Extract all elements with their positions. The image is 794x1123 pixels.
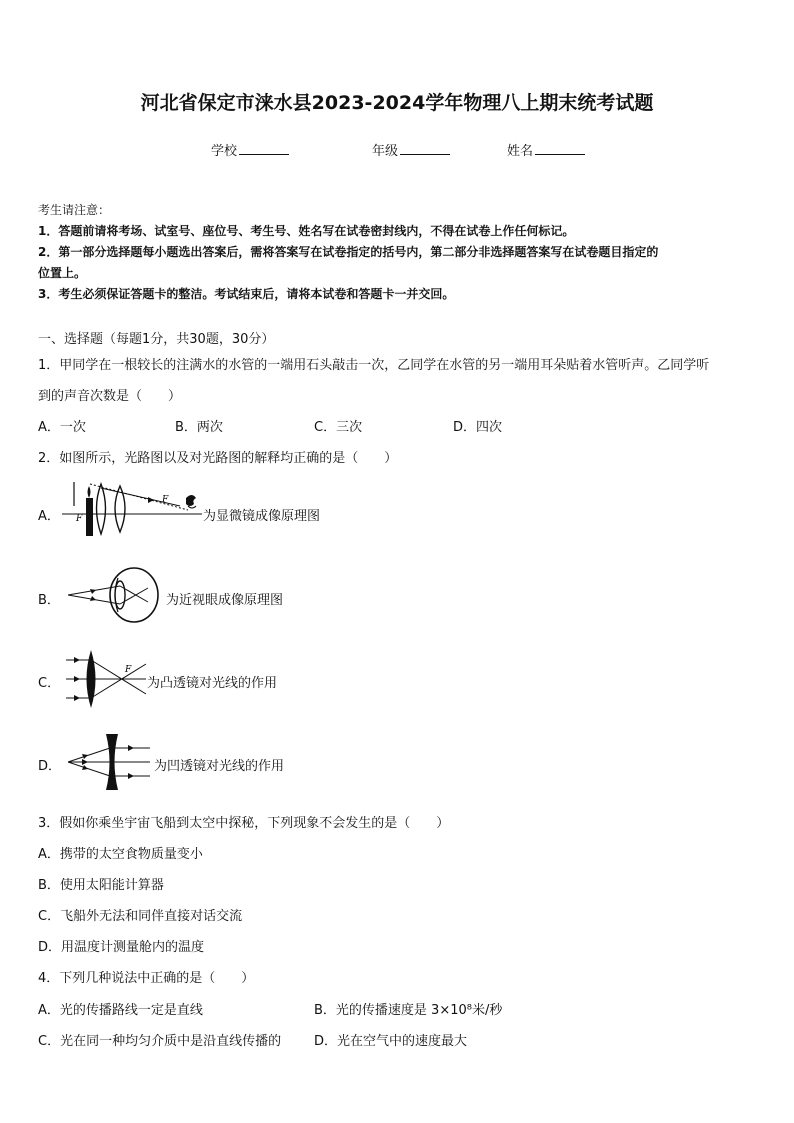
q3-option-a: A．携带的太空食物质量变小	[38, 847, 203, 862]
q2-option-d-caption: 为凹透镜对光线的作用	[154, 759, 285, 774]
q2-option-b-letter: B．	[38, 593, 60, 608]
microscope-diagram	[62, 476, 207, 548]
exam-title: 河北省保定市涞水县2023-2024学年物理八上期末统考试题	[140, 92, 654, 114]
notice-item-2: 2．第一部分选择题每小题选出答案后，需将答案写在试卷指定的括号内，第二部分非选择题答案写在试卷题目指定的	[38, 245, 659, 259]
school-blank	[239, 142, 289, 155]
notice-heading: 考生请注意：	[38, 203, 111, 217]
focus-label-c: F	[125, 665, 132, 675]
q1-option-a: A．一次	[38, 420, 86, 435]
myopia-eye-diagram	[62, 564, 166, 626]
grade-field	[372, 140, 450, 159]
q3-option-c: C．飞船外无法和同伴直接对话交流	[38, 909, 243, 924]
q3-option-b: B．使用太阳能计算器	[38, 878, 164, 893]
name-label: 姓名	[507, 144, 534, 159]
notice-item-3: 3．考生必须保证答题卡的整洁。考试结束后，请将本试卷和答题卡一并交回。	[38, 287, 455, 301]
q4-option-a: A．光的传播路线一定是直线	[38, 1003, 203, 1018]
q3-option-d: D．用温度计测量舱内的温度	[38, 940, 205, 955]
q1-stem: 1．甲同学在一根较长的注满水的水管的一端用石头敲击一次，乙同学在水管的另一端用耳朵贴着水管听声。乙同学听	[38, 358, 710, 373]
concave-lens-diagram	[62, 732, 154, 792]
q2-option-c-letter: C．	[38, 676, 61, 691]
q1-option-c: C．三次	[314, 420, 363, 435]
q4-stem: 4．下列几种说法中正确的是（ ）	[38, 971, 255, 986]
notice-item-1: 1．答题前请将考场、试室号、座位号、考生号、姓名写在试卷密封线内，不得在试卷上作任何标记。	[38, 224, 575, 238]
name-blank	[535, 142, 585, 155]
grade-blank	[400, 142, 450, 155]
focus-label-left: F	[76, 514, 83, 524]
q2-option-a-letter: A．	[38, 509, 60, 524]
q1-option-d: D．四次	[453, 420, 503, 435]
q4-option-c: C．光在同一种均匀介质中是沿直线传播的	[38, 1034, 282, 1049]
q4-option-b: B．光的传播速度是 3×10⁸米/秒	[314, 1003, 503, 1018]
q2-option-d-letter: D．	[38, 759, 62, 774]
grade-label: 年级	[372, 144, 399, 159]
convex-lens-diagram	[62, 648, 152, 710]
school-label: 学校	[211, 144, 238, 159]
q1-option-b: B．两次	[175, 420, 223, 435]
q1-stem-cont: 到的声音次数是（ ）	[38, 389, 182, 404]
section-heading: 一、选择题（每题1分，共30题，30分）	[38, 332, 275, 347]
q2-option-c-caption: 为凸透镜对光线的作用	[147, 676, 278, 691]
focus-label-right: F	[162, 495, 169, 505]
q4-option-d: D．光在空气中的速度最大	[314, 1034, 468, 1049]
q3-stem: 3．假如你乘坐宇宙飞船到太空中探秘，下列现象不会发生的是（ ）	[38, 816, 450, 831]
notice-item-2-cont: 位置上。	[38, 266, 87, 280]
name-field	[507, 140, 585, 159]
q2-option-a-caption: 为显微镜成像原理图	[203, 509, 321, 524]
q2-option-b-caption: 为近视眼成像原理图	[166, 593, 284, 608]
q2-stem: 2．如图所示，光路图以及对光路图的解释均正确的是（ ）	[38, 451, 398, 466]
school-field	[211, 140, 289, 159]
